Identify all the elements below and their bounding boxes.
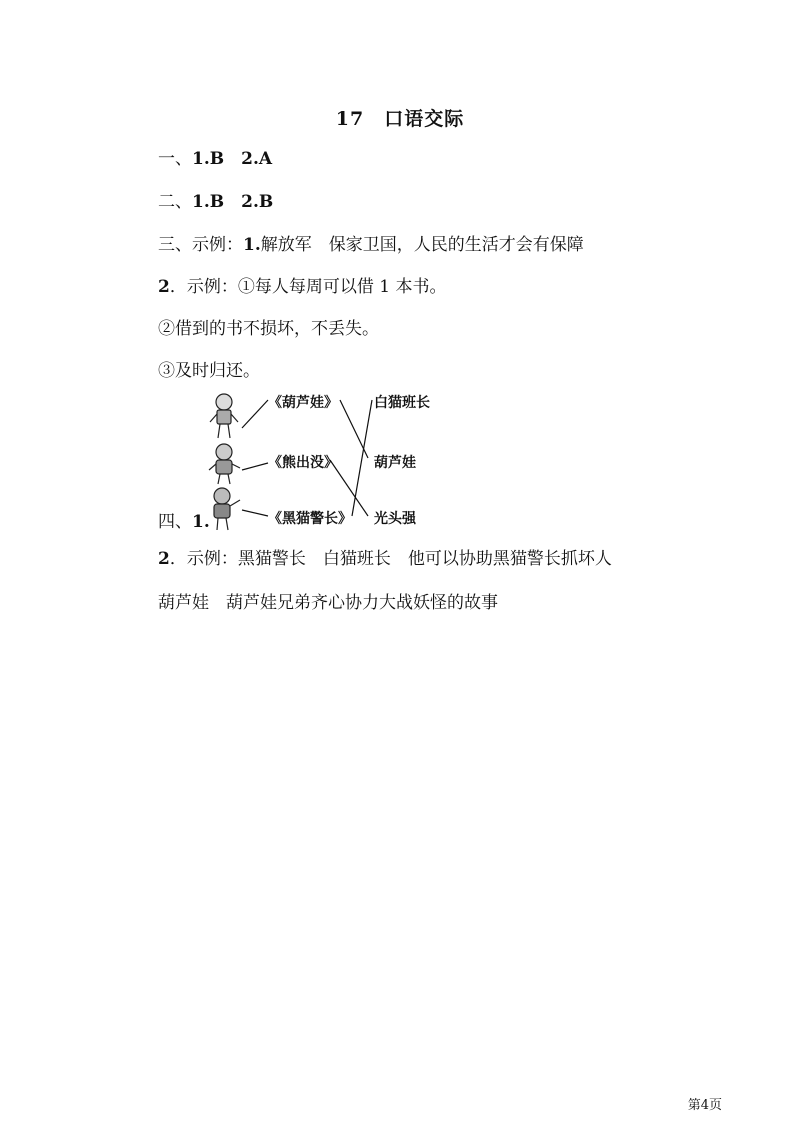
cartoon-bear-icon: [209, 444, 240, 484]
section-4-prefix: 四、: [158, 512, 192, 532]
section-3-item-2-num: 2: [158, 277, 170, 297]
match-line: [242, 400, 268, 428]
section-1-prefix: 一、: [158, 149, 192, 169]
answer-section-2: [158, 190, 273, 214]
section-3-num: 1.: [243, 235, 261, 255]
answer-section-3-item-2: [158, 275, 446, 299]
section-3-prefix: 三、示例：: [158, 235, 243, 255]
right-item-3: 光头强: [374, 511, 416, 527]
section-2-answer-1: 1.B: [192, 192, 225, 212]
section-1-answer-2: 2.A: [241, 149, 273, 169]
section-4-num: 1.: [192, 512, 210, 532]
cartoon-robot-icon: [210, 394, 238, 438]
section-2-prefix: 二、: [158, 192, 192, 212]
cartoon-logger-icon: [214, 488, 240, 530]
match-line: [352, 400, 372, 516]
section-3-item-4-text: ③及时归还。: [158, 361, 260, 381]
answer-section-4-item-2: [158, 547, 612, 571]
match-line: [242, 510, 268, 516]
answer-section-3: [158, 233, 584, 257]
answer-section-3-item-3: [158, 317, 379, 341]
section-3-text: 解放军 保家卫国，人民的生活才会有保障: [260, 235, 584, 255]
right-item-1: 白猫班长: [374, 395, 430, 411]
left-item-2: 《熊出没》: [268, 455, 338, 471]
match-line: [242, 463, 268, 470]
section-4-item-2-text: ．示例：黑猫警长 白猫班长 他可以协助黑猫警长抓坏人: [169, 549, 612, 569]
section-3-item-3-text: ②借到的书不损坏，不丢失。: [158, 319, 379, 339]
answer-section-3-item-4: [158, 359, 260, 383]
right-item-2: 葫芦娃: [374, 455, 416, 471]
section-4-item-2-num: 2: [158, 549, 170, 569]
page-number: 第4页: [687, 1098, 722, 1113]
left-item-1: 《葫芦娃》: [268, 395, 338, 411]
answer-section-4-item-3: [158, 591, 498, 615]
section-1-answer-1: 1.B: [192, 149, 225, 169]
page-title: 17 口语交际: [335, 108, 465, 130]
matching-diagram: [200, 388, 460, 533]
section-4-item-3-text: 葫芦娃 葫芦娃兄弟齐心协力大战妖怪的故事: [158, 593, 498, 613]
section-3-item-2-text: ．示例：①每人每周可以借 1 本书。: [169, 277, 447, 297]
answer-section-1: [158, 147, 272, 171]
left-item-3: 《黑猫警长》: [268, 511, 352, 527]
section-2-answer-2: 2.B: [241, 192, 274, 212]
